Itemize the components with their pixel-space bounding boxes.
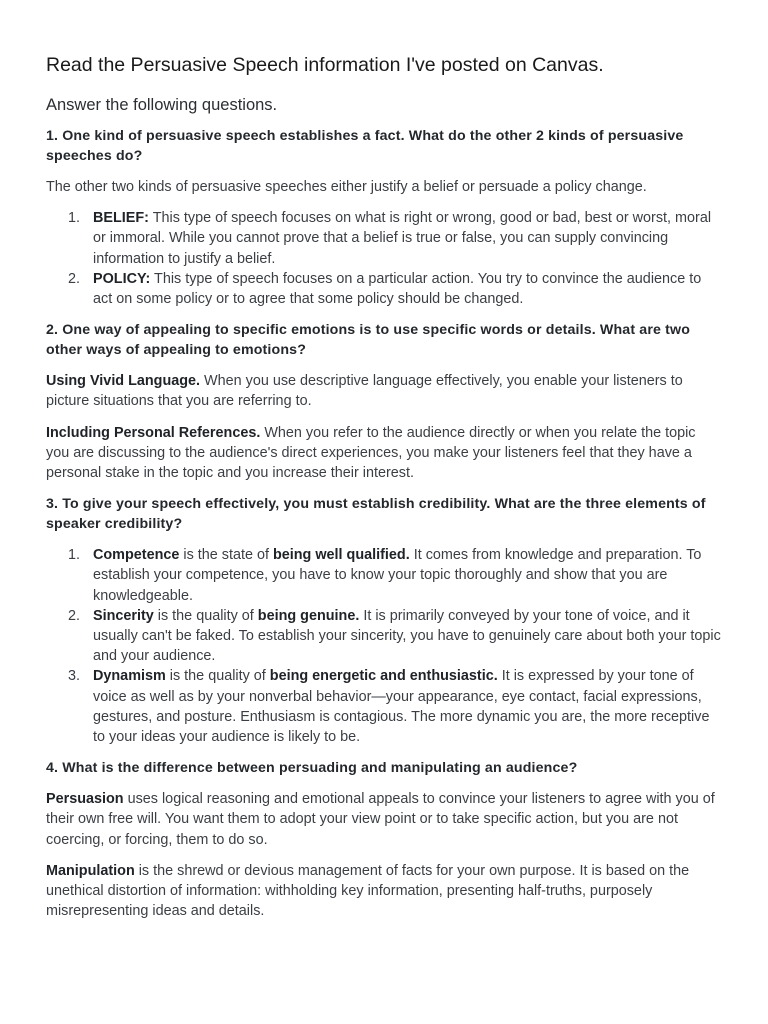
term-policy: POLICY: — [93, 270, 151, 287]
question-1: 1. One kind of persuasive speech establishes a fact. What do the other 2 kinds of persuasive speeches do? — [46, 128, 684, 164]
document-title: Read the Persuasive Speech information I've posted on Canvas. — [46, 54, 604, 76]
list-item-policy: 2. POLICY: This type of speech focuses on a particular action. You try to convince the audience to act on some policy or to agree that some policy should be changed. — [68, 270, 702, 308]
answer-2-personal-references: Including Personal References. When you refer to the audience directly or when you relate the topic you are discussing to the audience's direct experiences, you make your listeners feel that they have a personal stake in the topic and you increase their interest. — [46, 424, 696, 482]
list-item-belief: 1. BELIEF: This type of speech focuses on what is right or wrong, good or bad, best or worst, moral or immoral. While you cannot prove that a belief is true or false, you can supply convincing information to justify a belief. — [68, 210, 712, 267]
list-item-sincerity: 2. Sincerity is the quality of being genuine. It is primarily conveyed by your tone of voice, and it usually can't be faked. To establish your sincerity, you have to genuinely care about both your topic and your audience. — [68, 607, 721, 665]
question-3: 3. To give your speech effectively, you must establish credibility. What are the three elements of speaker credibility? — [46, 496, 706, 533]
answer-2-vivid-language: Using Vivid Language. When you use descriptive language effectively, you enable your listeners to picture situations that you are referring to. — [46, 373, 683, 410]
answer-1-list — [46, 208, 722, 309]
answer-4-manipulation: Manipulation is the shrewd or devious management of facts for your own purpose. It is based on the unethical distortion of information: withholding key information, presenting half-truths, purposely misrepresenting ideas and details. — [46, 862, 690, 920]
list-item-dynamism: 3. Dynamism is the quality of being energetic and enthusiastic. It is expressed by your tone of voice as well as by your nonverbal behavior—your appearance, eye contact, facial expressions, gestures, and posture. Enthusiasm is contagious. The more dynamic you are, the more receptive to your ideas your audience is likely to be. — [68, 668, 710, 746]
answer-1-intro: The other two kinds of persuasive speeches either justify a belief or persuade a policy change. — [46, 179, 647, 195]
term-belief: BELIEF: — [93, 210, 149, 227]
document-subtitle: Answer the following questions. — [46, 96, 278, 114]
list-item-competence: 1. Competence is the state of being well qualified. It comes from knowledge and preparation. To establish your competence, you have to know your topic thoroughly and show that you are knowledgeable. — [68, 547, 702, 604]
answer-4-persuasion: Persuasion uses logical reasoning and emotional appeals to convince your listeners to agree with you of their own free will. You want them to adopt your view point or to take specific action, but you are not coercing, or forcing, them to do so. — [46, 791, 715, 848]
answer-3-list — [46, 545, 722, 747]
question-2: 2. One way of appealing to specific emotions is to use specific words or details. What are two other ways of appealing to emotions? — [46, 322, 691, 359]
question-4: 4. What is the difference between persuading and manipulating an audience? — [46, 760, 578, 777]
